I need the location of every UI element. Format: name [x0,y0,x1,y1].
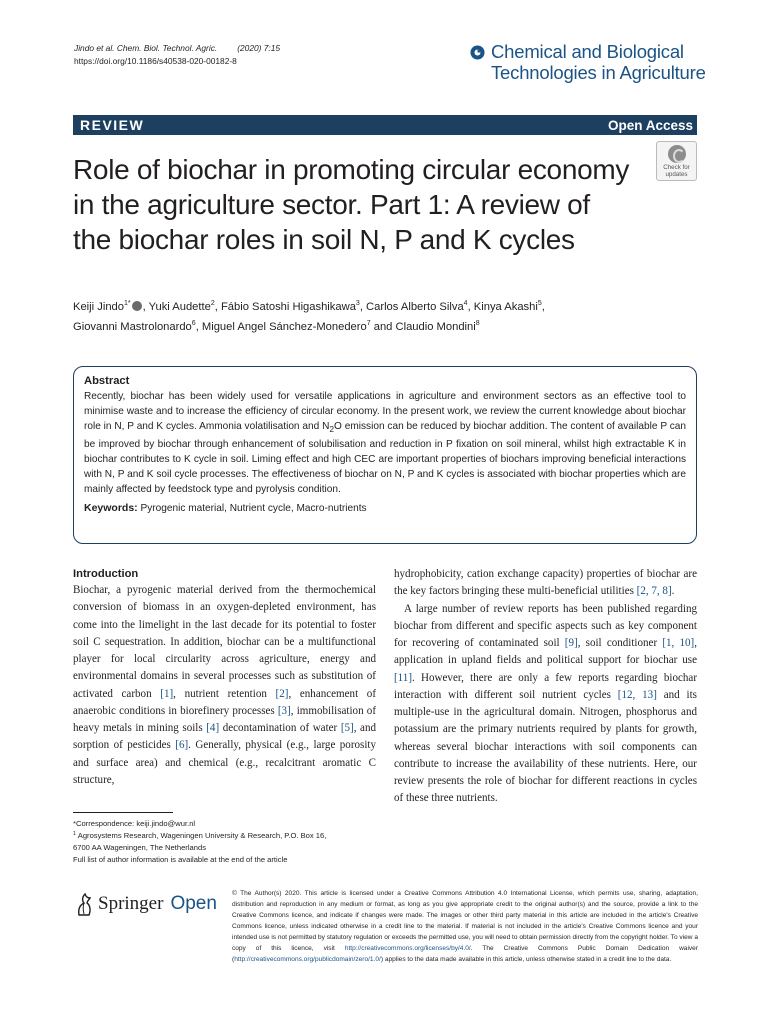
citation-reference-link[interactable]: [2, 7, 8] [636,585,672,598]
article-title: Role of biochar in promoting circular economy in the agriculture sector. Part 1: A review of the biochar roles in soil N, P and K cycles [73,154,630,255]
citation-reference-link[interactable]: [1] [160,687,174,700]
authors-and: and [373,321,393,333]
author-name[interactable]: Carlos Alberto Silva [366,301,464,313]
journal-name [470,41,706,83]
body-text: hydrophobicity, cation exchange capacity) properties of biochar are the key factors bringing these multi-beneficial utilities [394,568,697,598]
body-text: , soil conditioner [577,637,663,649]
citation-header [74,42,280,68]
author-affiliation-sup: 1* [124,300,131,307]
keywords [84,501,686,516]
full-list-note: Full list of author information is available at the end of the article [73,855,288,864]
citation-year: (2020) 7:15 [237,43,281,53]
body-text: . However, there are only a few reports regarding biochar interaction with different soil nutrient cycles [394,671,697,701]
author-affiliation-sup: 8 [475,320,480,327]
author-name[interactable]: Keiji Jindo [73,301,124,313]
footnote-divider [73,812,173,813]
author-name[interactable]: Miguel Angel Sánchez‑Monedero [201,321,367,333]
journal-logo-icon [470,45,485,60]
citation-reference-link[interactable]: [1, 10] [662,637,695,649]
springer-open-logo [75,891,217,917]
introduction-paragraph-2 [394,601,697,808]
body-text: . [671,585,675,598]
body-column-left [73,566,376,789]
check-for-updates-icon [668,145,686,163]
body-column-right [394,566,697,808]
doi-link[interactable]: https://doi.org/10.1186/s40538-020-00182-8 [74,56,237,66]
body-text: and its multiple-use in the agricultural domain. Nitrogen, phosphorus and potassium are the primary nutrients required by plants for growth, whereas several biochar interactions with soil components can contribute to increase the availability of these nutrients. Here, our review presents the role of biochar for different reactions in cycles of these three nutrients. [394,688,697,805]
author-name[interactable]: Claudio Mondini [395,321,476,333]
keywords-label: Keywords: [84,502,138,515]
body-text: , and sorption of pesticides [73,722,376,752]
author-affiliation-sup: 4 [463,300,468,307]
body-text: , application in upland fields and political support for biochar use [394,637,697,667]
license-text: © The Author(s) 2020. This article is licensed under a Creative Commons Attribution 4.0 International License, which permits use, sharing, adaptation, distribution and reproduction in any medium or format, as long as you give appropriate credit to the original author(s) and the source, provide a link to the Creative Commons licence, and indicate if changes were made. The images or other third party material in this article are included in the article's Creative Commons licence, unless indicated otherwise in a credit line to the material. If material is not included in the article's Creative Commons licence and your intended use is not permitted by statutory regulation or exceeds the permitted use, you will need to obtain permission directly from the copyright holder. To view a copy of this licence, visit http://creativecommons.org/licenses/by/4.0/. The Creative Commons Public Domain Dedication waiver (http://creativecommons.org/publicdomain/zero/1.0/) applies to the data made available in this article, unless otherwise stated in a credit line to the data. [232,890,698,963]
citation-reference-link[interactable]: [5] [340,722,354,734]
open-access-label: Open Access [607,117,693,133]
author-affiliation-sup: 3 [355,300,360,307]
author-name[interactable]: Kinya Akashi [473,301,538,313]
body-text: Biochar, a pyrogenic material derived from the thermochemical conversion of biomass in an oxygen-depleted environment, has come into the limelight in the last decade for its potential to foster soil C sequestration. In addition, biochar can be a multifunctional player for local circularity across agriculture, energy and environmental domains in several processes such as substitution of activated carbon [73,584,376,700]
affiliation-note-cont: 6700 AA Wageningen, The Netherlands [73,843,206,852]
author-affiliation-sup: 5 [537,300,542,307]
citation-reference-link[interactable]: [11] [394,671,412,684]
license-link[interactable]: http://creativecommons.org/licenses/by/4.0/ [344,945,471,952]
keywords-list: Pyrogenic material, Nutrient cycle, Macro-nutrients [140,503,367,515]
orcid-icon[interactable] [132,301,142,311]
check-for-updates-badge[interactable] [656,141,697,181]
affiliation-note: $^1$ Agrosystems Research, Wageningen University & Research, P.O. Box 16, [73,831,327,840]
author-affiliation-sup: 7 [366,320,371,327]
article-type-bar [73,115,697,135]
introduction-paragraph-1 [73,582,376,789]
abstract-heading: Abstract [84,375,130,387]
author-list: Keiji Jindo$^{1*}$ , Yuki Audette$^2$, Fábio Satoshi Higashikawa$^3$, Carlos Alberto Silva$^4$, Kinya Akashi$^5$, Giovanni Mastrolonardo$^6$, Miguel Angel Sánchez‑Monedero$^7$ and Claudio Mondini$^8$ [73,300,545,333]
citation-reference-link[interactable]: [6] [175,739,189,752]
author-affiliation-sup: 6 [191,320,196,327]
author-affiliation-sup: 2 [210,300,215,307]
footnotes [73,818,376,866]
check-badge-line2: updates [665,171,688,178]
public-domain-link[interactable]: http://creativecommons.org/publicdomain/zero/1.0/ [234,956,381,963]
journal-line1: Chemical and Biological [491,41,684,62]
body-text: , immobilisation of heavy metals in mining soils [73,704,376,734]
citation-reference-link[interactable]: [4] [206,722,220,734]
citation-authors: Jindo et al. Chem. Biol. Technol. Agric. [74,43,218,53]
check-badge-line1: Check for [663,164,690,171]
body-text: decontamination of water [219,722,341,734]
citation-reference-link[interactable]: [2] [275,687,289,700]
introduction-paragraph-1-cont [394,566,697,601]
abstract-box [73,366,697,544]
journal-line2: Technologies in Agriculture [491,62,706,83]
author-name[interactable]: Giovanni Mastrolonardo [73,321,192,333]
author-name[interactable]: Yuki Audette [148,301,211,313]
introduction-heading: Introduction [73,568,139,580]
citation-reference-link[interactable]: [12, 13] [617,688,657,701]
springer-horse-icon [75,891,93,917]
body-text: , enhancement of anaerobic conditions in biorefinery processes [73,687,377,717]
citation-reference-link[interactable]: [3] [277,704,291,717]
abstract-text: Recently, biochar has been widely used for versatile applications in agriculture and environment sectors as an effective tool to minimise waste and to increase the efficiency of circular economy. In the present work, we review the current knowledge about biochar role in N, P and K cycles. Ammonia volatilisation and $N_2O$ emission can be reduced by biochar addition. The content of available P can be improved by biochar through enhancement of solubilisation and reduction in P fixation on soil mineral, whilst high extractable K in biochar contributes to K cycle in soil. Liming effect and high CEC are important properties of biochars improving beneficial interactions with N, P and K soil cycle processes. The effectiveness of biochar on N, P and K cycles is associated with biochar properties which are mainly affected by feedstock type and pyrolysis condition. [84,391,686,496]
springer-name: Springer [98,893,164,914]
author-name[interactable]: Fábio Satoshi Higashikawa [220,301,356,313]
correspondence-note: *Correspondence: keiji.jindo@wur.nl [73,819,196,828]
citation-reference-link[interactable]: [9] [564,637,578,649]
springer-open: Open [170,893,217,914]
citation-line [74,42,280,55]
body-text: . Generally, physical (e.g., large porosity and surface area) and chemical (e.g., recalcitrant aromatic C structure, [73,739,376,786]
n2o-subscript: 2 [329,424,335,435]
article-type-label: REVIEW [80,117,145,133]
body-text: A large number of review reports has been published regarding biochar from different and specific aspects such as key component for recovering of contaminated soil [394,602,697,649]
body-text: , nutrient retention [173,687,276,700]
